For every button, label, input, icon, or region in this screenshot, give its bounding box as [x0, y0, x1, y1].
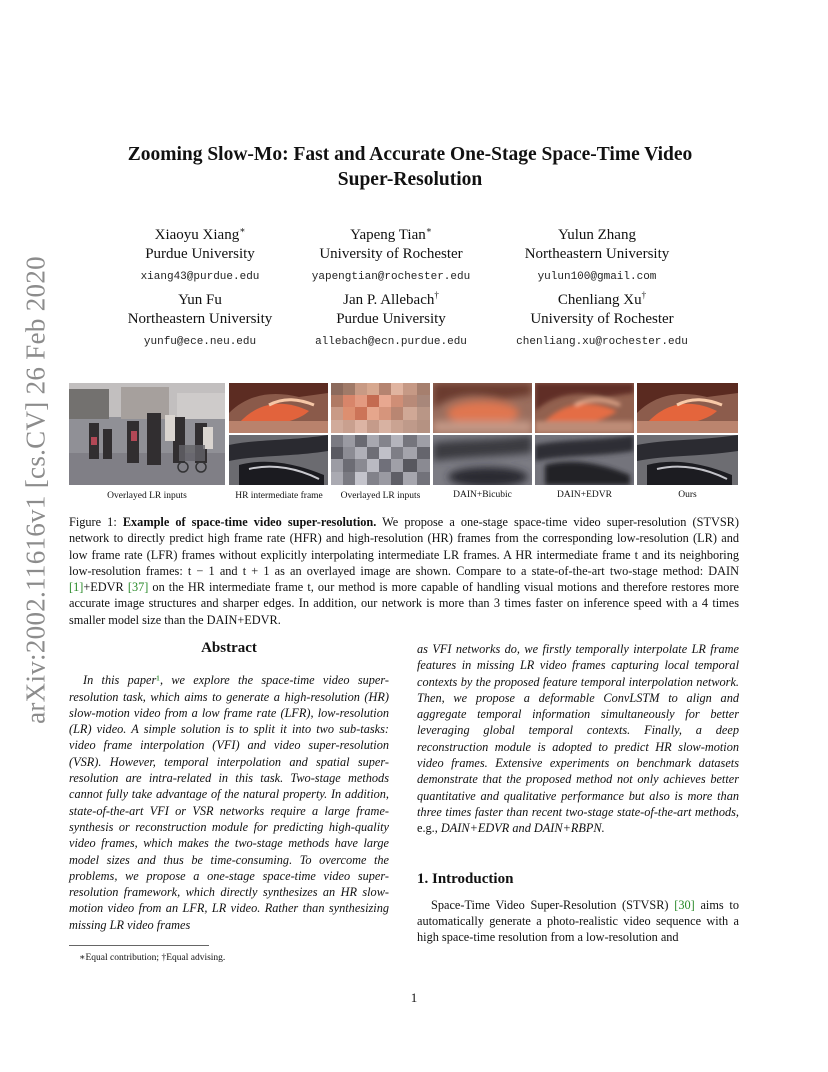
hr-frame-crop-bottom [229, 435, 328, 485]
figure-label: Overlayed LR inputs [340, 491, 421, 501]
figure-label: Overlayed LR inputs [107, 491, 187, 501]
author-email[interactable]: yulun100@gmail.com [537, 271, 657, 283]
author-affiliation: Purdue University [145, 246, 255, 262]
author-affiliation: University of Rochester [530, 311, 674, 327]
figure-label: Ours [678, 490, 697, 500]
author-affiliation: Northeastern University [127, 311, 273, 327]
figure-caption: Figure 1: Example of space-time video super-resolution. We propose a one-stage space-time video super-resolution (STVSR) network to directly predict high frame rate (HFR) and high-resolution (HR) frames from the corresponding low-resolution (LR) and low frame rate (LFR) frames without explicitly interpolating intermediate LR frames. A HR intermediate frame t and its neighboring low-resolution frames: t − 1 and t + 1 as an overlayed image are shown. Compare to a state-of-the-art two-stage method: DAIN [1]+EDVR [37] on the HR intermediate frame t, our method is more capable of handling visual motions and therefore restores more accurate image structures and sharper edges. In addition, our network is more than 3 times faster on inference speed with a 4 times smaller model size than the DAIN+EDVR. [69, 515, 740, 627]
author-block: Jan P. Allebach† Purdue University allebach@ecn.purdue.edu [276, 286, 506, 352]
page-number: 1 [410, 990, 418, 1005]
author-name: Yun Fu [178, 292, 222, 308]
lr-overlay-crop-bottom [331, 435, 430, 485]
author-name: Yulun Zhang [558, 227, 636, 243]
introduction-heading: 1. Introduction [417, 870, 514, 887]
footnote: ∗Equal contribution; †Equal advising. [79, 953, 226, 963]
arxiv-stamp: arXiv:2002.11616v1 [cs.CV] 26 Feb 2020 [20, 256, 51, 724]
abstract-continuation: as VFI networks do, we firstly temporally interpolate LR frame features in missing LR video frames capturing local temporal contexts by the proposed feature temporal interpolation network. Then, we propose a deformable ConvLSTM to align and aggregate temporal information simultaneously for better leveraging global temporal contexts. Finally, a deep reconstruction module is adopted to predict HR slow-motion video frames. Extensive experiments on benchmark datasets demonstrate that the proposed method not only achieves better quantitative and qualitative performance but also is more than three times faster than recent two-stage state-of-the-art methods, e.g., DAIN+EDVR and DAIN+RBPN. [417, 642, 739, 836]
dain-bicubic-crop-bottom [433, 435, 532, 485]
figure-label: HR intermediate frame [235, 491, 323, 501]
dain-edvr-crop-top [535, 383, 634, 433]
author-block: Chenliang Xu† University of Rochester chenliang.xu@rochester.edu [487, 286, 717, 352]
lr-overlay-crop-top [331, 383, 430, 433]
introduction-text: Space-Time Video Super-Resolution (STVSR) [30] aims to automatically generate a photo-realistic video sequence with a high space-time resolution from a low-resolution and [417, 897, 739, 945]
figure-1 [69, 383, 738, 505]
author-email[interactable]: allebach@ecn.purdue.edu [315, 336, 467, 348]
citation-link[interactable]: [1] [69, 580, 84, 595]
abstract-heading: Abstract [201, 640, 257, 656]
author-email[interactable]: xiang43@purdue.edu [140, 271, 260, 283]
figure-label: DAIN+Bicubic [453, 490, 512, 500]
dain-edvr-crop-bottom [535, 435, 634, 485]
author-email[interactable]: yunfu@ece.neu.edu [143, 336, 257, 348]
citation-link[interactable]: [30] [674, 897, 695, 912]
author-affiliation: Purdue University [336, 311, 446, 327]
dain-bicubic-crop-top [433, 383, 532, 433]
ours-crop-bottom [637, 435, 738, 485]
author-name: Jan P. Allebach [343, 292, 435, 308]
author-email[interactable]: chenliang.xu@rochester.edu [516, 336, 688, 348]
citation-link[interactable]: [37] [127, 580, 149, 595]
author-block: Xiaoyu Xiang∗ Purdue University xiang43@purdue.edu [85, 221, 315, 287]
footnote-rule [69, 945, 209, 946]
author-name: Yapeng Tian [350, 227, 426, 243]
author-name: Chenliang Xu [557, 292, 642, 308]
author-block: Yapeng Tian∗ University of Rochester yapengtian@rochester.edu [276, 221, 506, 287]
author-email[interactable]: yapengtian@rochester.edu [311, 271, 471, 283]
figure-label: DAIN+EDVR [557, 490, 612, 500]
street-scene-image [69, 383, 225, 485]
author-affiliation: University of Rochester [319, 246, 463, 262]
ours-crop-top [637, 383, 738, 433]
author-name: Xiaoyu Xiang [154, 227, 240, 243]
figure-caption-bold: Example of space-time video super-resolution. [122, 515, 377, 529]
footnote-link[interactable]: ¹ [156, 673, 160, 688]
hr-frame-crop-top [229, 383, 328, 433]
right-column [417, 641, 739, 946]
abstract-text: In this paper¹, we explore the space-time video super-resolution task, which aims to generate a high-resolution (HR) slow-motion video from a low frame rate (LFR), low-resolution (LR) video. A simple solution is to split it into two sub-tasks: video frame interpolation (VFI) and video super-resolution (VSR). However, temporal interpolation and spatial super-resolution are intra-related in this task. Two-stage methods cannot fully take advantage of the natural property. In addition, state-of-the-art VFI or VSR networks require a large frame-synthesis or reconstruction module for predicting high-quality video frames, which makes the two-stage methods have large model sizes and thus be time-consuming. To overcome the problems, we propose a one-stage space-time video super-resolution framework, which directly synthesizes an HR slow-motion video from an LFR, LR video. Rather than synthesizing missing LR video frames [69, 673, 389, 932]
paper-title: Zooming Slow-Mo: Fast and Accurate One-Stage Space-Time Video Super-Resolution [127, 144, 693, 190]
author-block [482, 221, 712, 287]
left-column [69, 640, 389, 933]
author-affiliation: Northeastern University [524, 246, 670, 262]
